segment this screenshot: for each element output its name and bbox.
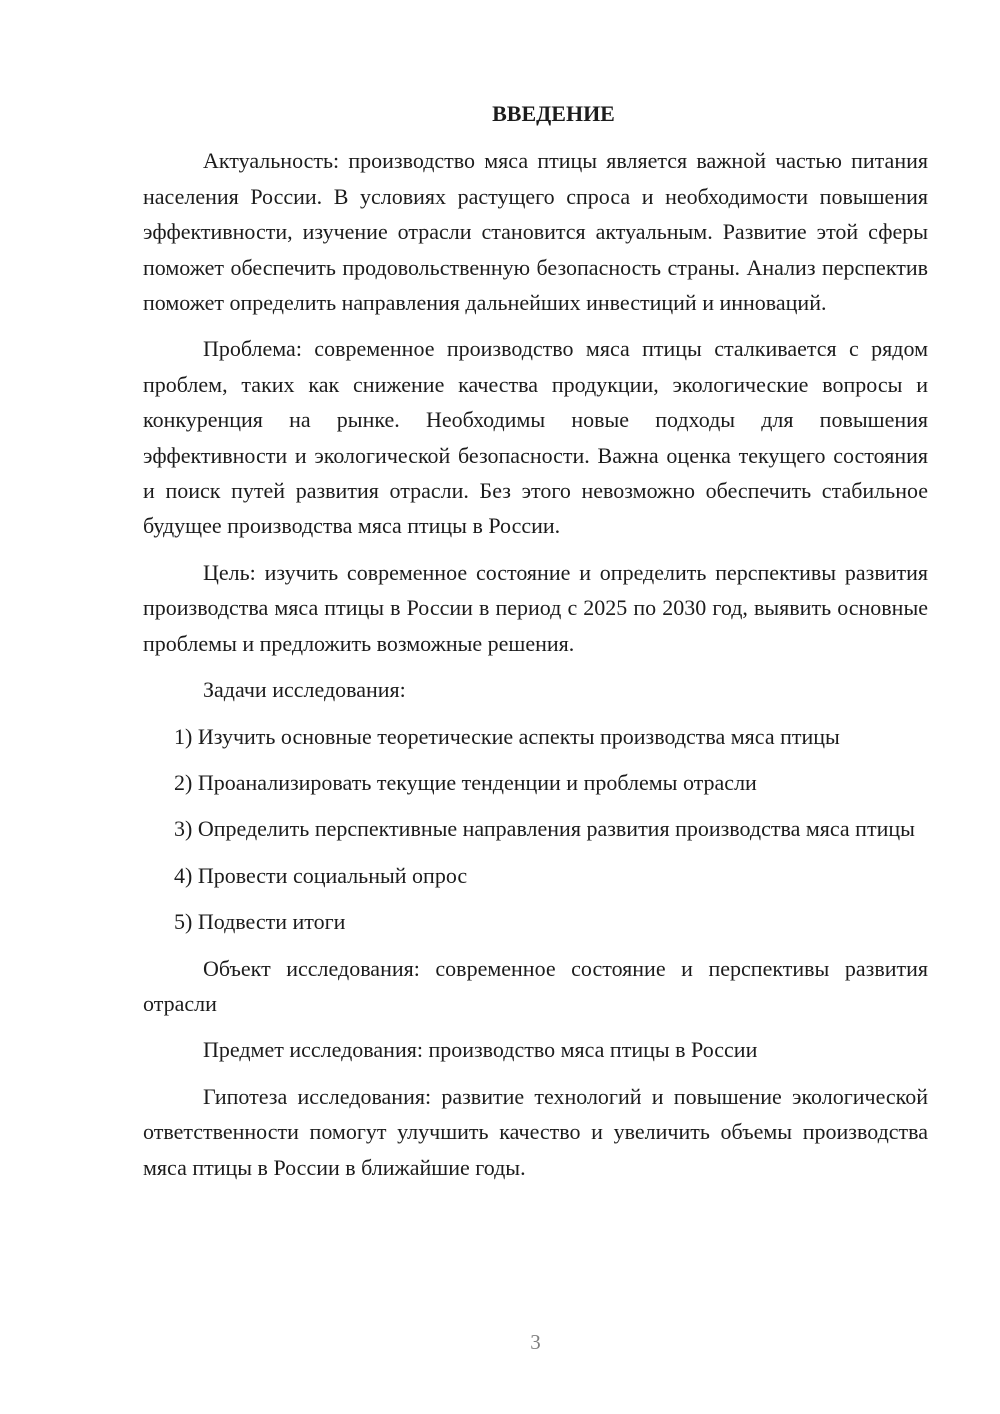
- task-item: 3) Определить перспективные направления развития производства мяса птицы: [174, 816, 915, 842]
- task-item: 1) Изучить основные теоретические аспекты производства мяса птицы: [174, 723, 840, 749]
- problem-paragraph: Проблема: современное производство мяса птицы сталкивается с рядом проблем, таких как снижение качества продукции, экологические вопросы и конкуренция на рынке. Необходимы новые подходы для повышения эффективности и экологической безопасности. Важна оценка текущего состояния и поиск путей развития отрасли. Без этого невозможно обеспечить стабильное будущее производства мяса птицы в России.: [143, 336, 928, 539]
- subject-paragraph: Предмет исследования: производство мяса птицы в России: [203, 1037, 758, 1063]
- tasks-heading: Задачи исследования:: [203, 677, 406, 703]
- hypothesis-paragraph: Гипотеза исследования: развитие технологий и повышение экологической ответственности помогут улучшить качество и увеличить объемы производства мяса птицы в России в ближайшие годы.: [143, 1083, 928, 1180]
- page-title: ВВЕДЕНИЕ: [492, 101, 615, 126]
- document-body: [143, 96, 928, 1196]
- task-item: 5) Подвести итоги: [174, 909, 346, 935]
- task-item: 2) Проанализировать текущие тенденции и проблемы отрасли: [174, 769, 757, 795]
- task-item: 4) Провести социальный опрос: [174, 862, 468, 888]
- actuality-paragraph: Актуальность: производство мяса птицы является важной частью питания населения России. В условиях растущего спроса и необходимости повышения эффективности, изучение отрасли становится актуальным. Развитие этой сферы поможет обеспечить продовольственную безопасность страны. Анализ перспектив поможет определить направления дальнейших инвестиций и инноваций.: [143, 148, 928, 316]
- object-paragraph: Объект исследования: современное состояние и перспективы развития отрасли: [143, 955, 928, 1016]
- goal-paragraph: Цель: изучить современное состояние и определить перспективы развития производства мяса птицы в России в период с 2025 по 2030 год, выявить основные проблемы и предложить возможные решения.: [143, 559, 928, 656]
- page-number: 3: [530, 1330, 541, 1354]
